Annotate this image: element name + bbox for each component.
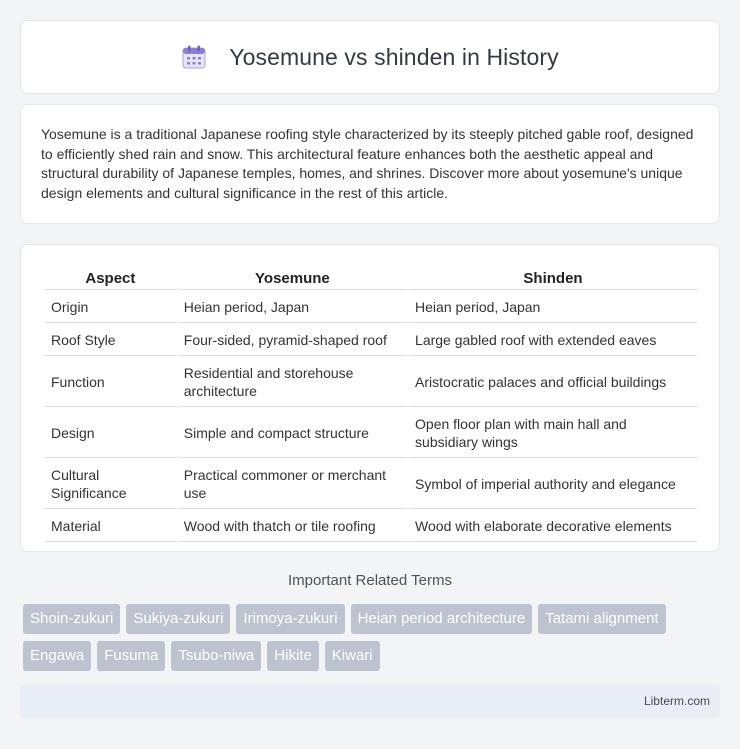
title-card xyxy=(20,20,720,94)
related-terms-heading: Important Related Terms xyxy=(288,572,452,589)
calendar-icon xyxy=(181,44,207,70)
cell-yosemune: Residential and storehouse architecture xyxy=(178,358,407,407)
header-yosemune: Yosemune xyxy=(178,267,407,290)
cell-shinden: Wood with elaborate decorative elements xyxy=(409,511,697,542)
cell-shinden: Symbol of imperial authority and elegance xyxy=(409,460,697,509)
cell-shinden: Open floor plan with main hall and subsidiary wings xyxy=(409,409,697,458)
table-header-row xyxy=(45,267,697,290)
tag-tsubo-niwa[interactable]: Tsubo-niwa xyxy=(171,641,261,671)
tag-row xyxy=(23,604,723,634)
table-row xyxy=(45,292,697,323)
cell-aspect: Origin xyxy=(45,292,176,323)
tag-kiwari[interactable]: Kiwari xyxy=(325,641,380,671)
related-terms-list xyxy=(23,604,723,678)
table-row xyxy=(45,358,697,407)
cell-shinden: Large gabled roof with extended eaves xyxy=(409,325,697,356)
cell-aspect: Design xyxy=(45,409,176,458)
cell-aspect: Function xyxy=(45,358,176,407)
cell-aspect: Material xyxy=(45,511,176,542)
cell-shinden: Aristocratic palaces and official buildings xyxy=(409,358,697,407)
footer-brand-link[interactable]: Libterm.com xyxy=(643,694,710,708)
header-shinden: Shinden xyxy=(409,267,697,290)
cell-yosemune: Heian period, Japan xyxy=(178,292,407,323)
intro-text: Yosemune is a traditional Japanese roofing style characterized by its steeply pitched gable roof, designed to efficiently shed rain and snow. This architectural feature enhances both the aesthetic appeal and structural durability of Japanese temples, homes, and shrines. Discover more about yosemune's unique design elements and cultural significance in the rest of this article. xyxy=(41,126,694,201)
footer xyxy=(20,685,720,718)
tag-fusuma[interactable]: Fusuma xyxy=(97,641,165,671)
tag-irimoya-zukuri[interactable]: Irimoya-zukuri xyxy=(236,604,344,634)
table-row xyxy=(45,325,697,356)
cell-aspect: Roof Style xyxy=(45,325,176,356)
tag-engawa[interactable]: Engawa xyxy=(23,641,91,671)
table-row xyxy=(45,460,697,509)
tag-sukiya-zukuri[interactable]: Sukiya-zukuri xyxy=(126,604,230,634)
table-row xyxy=(45,511,697,542)
comparison-card xyxy=(20,244,720,552)
intro-card xyxy=(20,104,720,224)
cell-yosemune: Simple and compact structure xyxy=(178,409,407,458)
table-row xyxy=(45,409,697,458)
cell-aspect: Cultural Significance xyxy=(45,460,176,509)
tag-tatami-alignment[interactable]: Tatami alignment xyxy=(538,604,665,634)
cell-yosemune: Practical commoner or merchant use xyxy=(178,460,407,509)
comparison-table xyxy=(43,265,699,544)
cell-yosemune: Wood with thatch or tile roofing xyxy=(178,511,407,542)
tag-heian-period-architecture[interactable]: Heian period architecture xyxy=(351,604,533,634)
tag-hikite[interactable]: Hikite xyxy=(267,641,319,671)
page-title: Yosemune vs shinden in History xyxy=(229,43,559,70)
cell-shinden: Heian period, Japan xyxy=(409,292,697,323)
cell-yosemune: Four-sided, pyramid-shaped roof xyxy=(178,325,407,356)
tag-shoin-zukuri[interactable]: Shoin-zukuri xyxy=(23,604,120,634)
tag-row xyxy=(23,641,723,671)
header-aspect: Aspect xyxy=(45,267,176,290)
